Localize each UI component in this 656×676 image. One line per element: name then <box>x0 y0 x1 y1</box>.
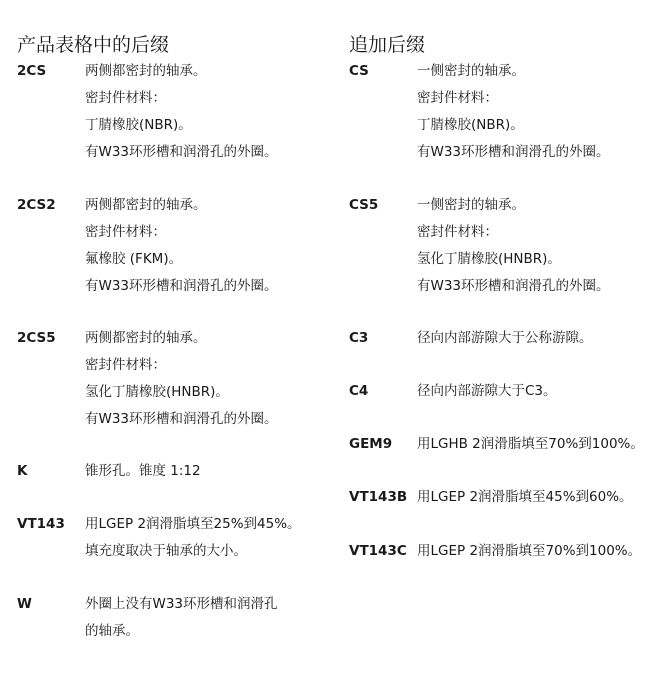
suffix-description <box>85 511 301 565</box>
description-line: 丁腈橡胶(NBR)。 <box>85 117 192 133</box>
suffix-description <box>85 325 278 433</box>
description-line: 有W33环形槽和润滑孔的外圈。 <box>85 278 278 294</box>
description-line: 外圈上没有W33环形槽和润滑孔 <box>85 596 278 612</box>
suffix-description <box>417 378 557 405</box>
suffix-code: 2CS2 <box>17 197 56 213</box>
description-line: 密封件材料： <box>85 90 166 106</box>
suffix-description <box>417 484 633 511</box>
description-line: 径向内部游隙大于公称游隙。 <box>417 330 593 346</box>
suffix-description <box>85 591 278 645</box>
description-line: 氟橡胶 (FKM)。 <box>85 251 183 267</box>
description-line: 的轴承。 <box>85 623 139 639</box>
suffix-description <box>417 538 641 565</box>
description-line: 用LGEP 2润滑脂填至45%到60%。 <box>417 489 633 505</box>
suffix-description <box>85 458 201 485</box>
description-line: 有W33环形槽和润滑孔的外圈。 <box>417 144 610 160</box>
suffix-code: VT143 <box>17 516 65 532</box>
description-line: 丁腈橡胶(NBR)。 <box>417 117 524 133</box>
right-heading: 追加后缀 <box>349 34 426 56</box>
suffix-code: VT143B <box>349 489 408 505</box>
description-line: 锥形孔。锥度 1:12 <box>85 463 201 479</box>
suffix-code: 2CS <box>17 63 47 79</box>
description-line: 密封件材料： <box>85 357 166 373</box>
description-line: 用LGEP 2润滑脂填至25%到45%。 <box>85 516 301 532</box>
description-line: 密封件材料： <box>417 90 498 106</box>
description-line: 两侧都密封的轴承。 <box>85 197 207 213</box>
description-line: 有W33环形槽和润滑孔的外圈。 <box>85 144 278 160</box>
description-line: 有W33环形槽和润滑孔的外圈。 <box>417 278 610 294</box>
suffix-description <box>417 325 593 352</box>
suffix-code: C4 <box>349 383 369 399</box>
description-line: 密封件材料： <box>85 224 166 240</box>
left-heading: 产品表格中的后缀 <box>17 34 170 56</box>
suffix-code: W <box>17 596 32 612</box>
suffix-code: GEM9 <box>349 436 393 452</box>
suffix-description <box>417 431 644 458</box>
suffix-code: C3 <box>349 330 369 346</box>
description-line: 填充度取决于轴承的大小。 <box>85 543 247 559</box>
description-line: 两侧都密封的轴承。 <box>85 330 207 346</box>
suffix-description <box>417 192 610 300</box>
description-line: 用LGHB 2润滑脂填至70%到100%。 <box>417 436 644 452</box>
description-line: 径向内部游隙大于C3。 <box>417 383 557 399</box>
suffix-code: VT143C <box>349 543 407 559</box>
suffix-code: CS5 <box>349 197 379 213</box>
description-line: 一侧密封的轴承。 <box>417 63 525 79</box>
description-line: 用LGEP 2润滑脂填至70%到100%。 <box>417 543 642 559</box>
suffix-code: 2CS5 <box>17 330 56 346</box>
description-line: 密封件材料： <box>417 224 498 240</box>
description-line: 有W33环形槽和润滑孔的外圈。 <box>85 411 278 427</box>
description-line: 氢化丁腈橡胶(HNBR)。 <box>85 384 229 400</box>
suffix-code: K <box>17 463 28 479</box>
suffix-code: CS <box>349 63 369 79</box>
suffix-description <box>85 192 278 300</box>
suffix-description <box>417 58 610 166</box>
description-line: 氢化丁腈橡胶(HNBR)。 <box>417 251 561 267</box>
description-line: 两侧都密封的轴承。 <box>85 63 207 79</box>
description-line: 一侧密封的轴承。 <box>417 197 525 213</box>
suffix-description <box>85 58 278 166</box>
